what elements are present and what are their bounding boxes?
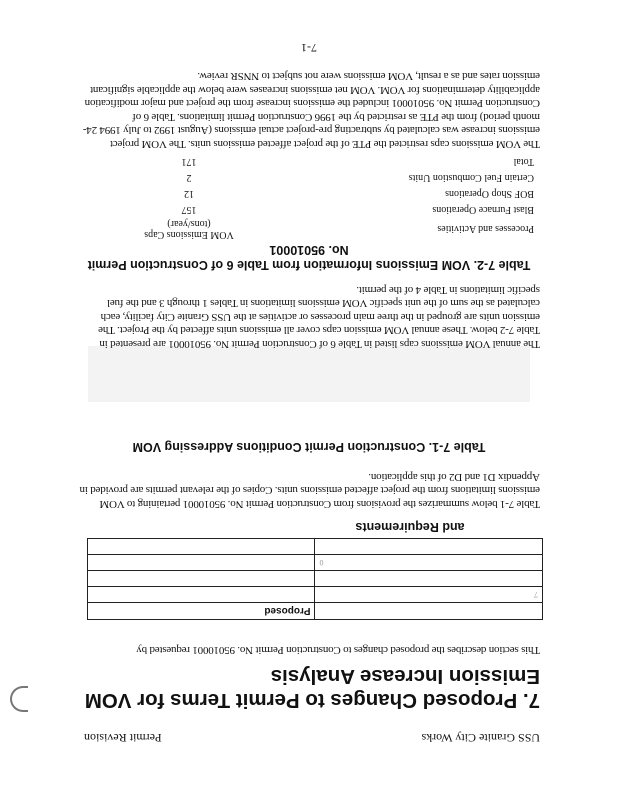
header-right: Permit Revision: [84, 731, 162, 745]
requirements-table: [87, 538, 543, 620]
table-cell: Certain Fuel Combustion Units: [408, 172, 534, 184]
table-row: [88, 571, 543, 587]
table-cell: 0: [315, 555, 543, 571]
table-cell: 157: [181, 204, 197, 216]
table-row: [124, 170, 534, 186]
table-header-cell: VOM Emissions Caps (tons/year): [144, 218, 234, 240]
table-cell: Blast Furnace Operations: [432, 204, 534, 216]
section-title: 7. Proposed Changes to Permit Terms for VOM Emission Increase Analysis: [84, 665, 540, 712]
table-row: [88, 587, 543, 603]
table-cell: [315, 539, 543, 555]
binder-hole-mark: [10, 686, 28, 712]
vom-caps-text: The annual VOM emissions caps listed in Table 6 of Construction Permit No. 95010001 are presented in Table 7-2 below. These annual VOM emission caps cover all emissions units affected by the Project. The emission units are grouped in the three main processes or activities at the USS Granite City facility, each calculated as the sum of the unit specific VOM emissions limitations in Tables 1 through 3 and the fuel specific limitations in Table 4 of the permit.: [98, 284, 540, 350]
closing-text: The VOM emissions caps restricted the PTE of the project affected emissions units. The VOM project emissions increase was calculated by subtracting pre-project actual emissions (August 1992 to July 1994 24-month period) from the PTE as restricted by the 1996 Construction Permit limitations. Table 6 of Construction Permit No. 95010001 included the emissions increase from the project and major modification applicability determinations for VOM. VOM net emissions increases were below the applicable significant emission rates and as a result, VOM emissions were not subject to NNSR review.: [83, 70, 540, 150]
table-cell: 171: [181, 156, 197, 168]
page-number: 7-1: [301, 41, 317, 55]
table-cell: [315, 571, 543, 587]
vom-emissions-table: [124, 154, 534, 240]
table-row: [88, 555, 543, 571]
table-header-cell: [315, 603, 543, 620]
table-header-cell: Processes and Activities: [437, 223, 534, 235]
table-cell: 2: [186, 172, 192, 184]
table-cell: [88, 571, 316, 587]
table1-caption: Table 7-1. Construction Permit Conditions Addressing VOM: [132, 440, 486, 454]
table-row: [124, 154, 534, 170]
table-cell: [88, 587, 316, 603]
table1-placeholder: [88, 346, 530, 402]
table-cell: 12: [184, 188, 194, 200]
table-cell: [88, 555, 316, 571]
table-row: [88, 539, 543, 555]
table-row: [124, 186, 534, 202]
header-left: USS Granite City Works: [421, 731, 540, 745]
requirements-caption: and Requirements: [355, 520, 465, 534]
intro-text: This section describes the proposed changes to Construction Permit No. 95010001 requested by: [136, 644, 540, 656]
table-cell: [88, 539, 316, 555]
table-header-row: [88, 603, 543, 620]
table-row: [124, 202, 534, 218]
table-header-row: [124, 218, 534, 240]
table-cell: 7: [315, 587, 543, 603]
table-cell: BOF Shop Operations: [445, 188, 534, 200]
table-header-cell: Proposed: [88, 603, 316, 620]
table2-caption: Table 7-2. VOM Emissions Information from Table 6 of Construction Permit No. 95010001: [87, 243, 531, 272]
table-cell: Total: [513, 156, 534, 168]
summary-text: Table 7-1 below summarizes the provisions from Construction Permit No. 95010001 pertaining to VOM emissions limitations from the project affected emissions units. Copies of the relevant permits are provided in Appendix D1 and D2 of this application.: [79, 471, 540, 510]
